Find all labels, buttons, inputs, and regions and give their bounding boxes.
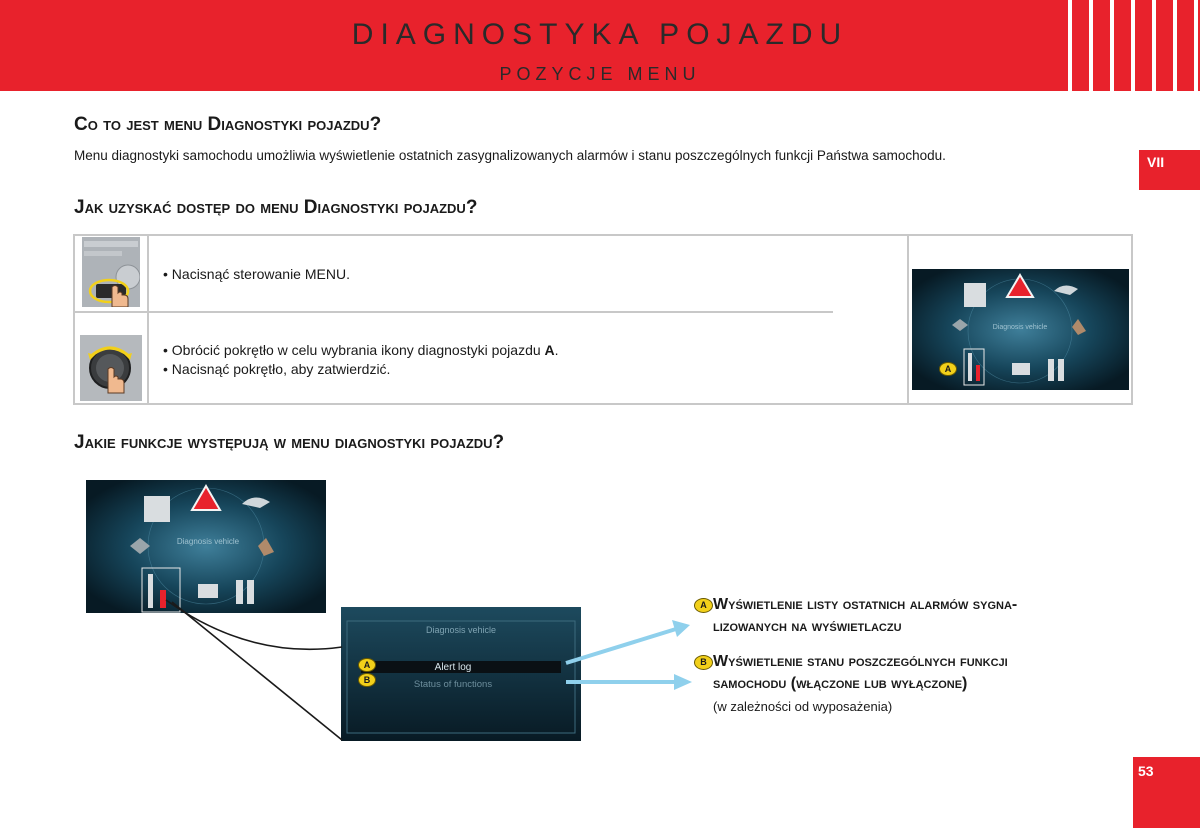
step-2-suffix: .: [554, 342, 559, 358]
step-2-bold: A: [544, 342, 555, 358]
page-title: DIAGNOSTYKA POJAZDU: [351, 18, 849, 51]
menu-item-status-functions: Status of functions: [413, 679, 493, 690]
wheel-center-label-small: Diagnosis vehicle: [992, 324, 1048, 331]
result-b-line2: samochodu (włączone lub wyłączone): [713, 675, 968, 692]
wheel-center-label-large: Diagnosis vehicle: [176, 537, 240, 546]
result-a-line1: Wyświetlenie listy ostatnich alarmów sygna-: [713, 596, 1018, 613]
page-number: 53: [1138, 763, 1154, 779]
result-a-line2: lizowanych na wyświetlaczu: [713, 618, 902, 635]
menu-screen-title: Diagnosis vehicle: [425, 625, 497, 635]
step-2-text: Obrócić pokrętło w celu wybrania ikony diagnostyki pojazdu: [171, 342, 545, 358]
chapter-number: VII: [1147, 154, 1165, 170]
page-subtitle: POZYCJE MENU: [499, 64, 701, 84]
menu-item-alert-log: Alert log: [434, 662, 472, 673]
step-3-text: Nacisnąć pokrętło, aby zatwierdzić.: [171, 361, 391, 377]
result-label-a: A: [694, 598, 713, 613]
section2-heading: Jak uzyskać dostęp do menu Diagnostyki pojazdu?: [74, 197, 478, 218]
section3-heading: Jakie funkcje występują w menu diagnostyki pojazdu?: [74, 432, 505, 453]
label-a-small: A: [939, 362, 957, 376]
section1-heading: Co to jest menu Diagnostyki pojazdu?: [74, 114, 382, 135]
step-3: • Nacisnąć pokrętło, aby zatwierdzić.: [163, 361, 391, 377]
section1-text: Menu diagnostyki samochodu umożliwia wyświetlenie ostatnich zasygnalizowanych alarmów i stanu poszczególnych funkcji Państwa samochodu.: [74, 148, 946, 163]
result-b-line1: Wyświetlenie stanu poszczególnych funkcji: [713, 653, 1008, 670]
menu-label-b: B: [358, 673, 376, 687]
result-label-b: B: [694, 655, 713, 670]
step-2: • Obrócić pokrętło w celu wybrania ikony diagnostyki pojazdu A.: [163, 342, 559, 358]
menu-label-a: A: [358, 658, 376, 672]
step-1: • Nacisnąć sterowanie MENU.: [163, 266, 350, 282]
step-1-text: Nacisnąć sterowanie MENU.: [171, 266, 350, 282]
result-b-note: (w zależności od wyposażenia): [713, 699, 893, 714]
